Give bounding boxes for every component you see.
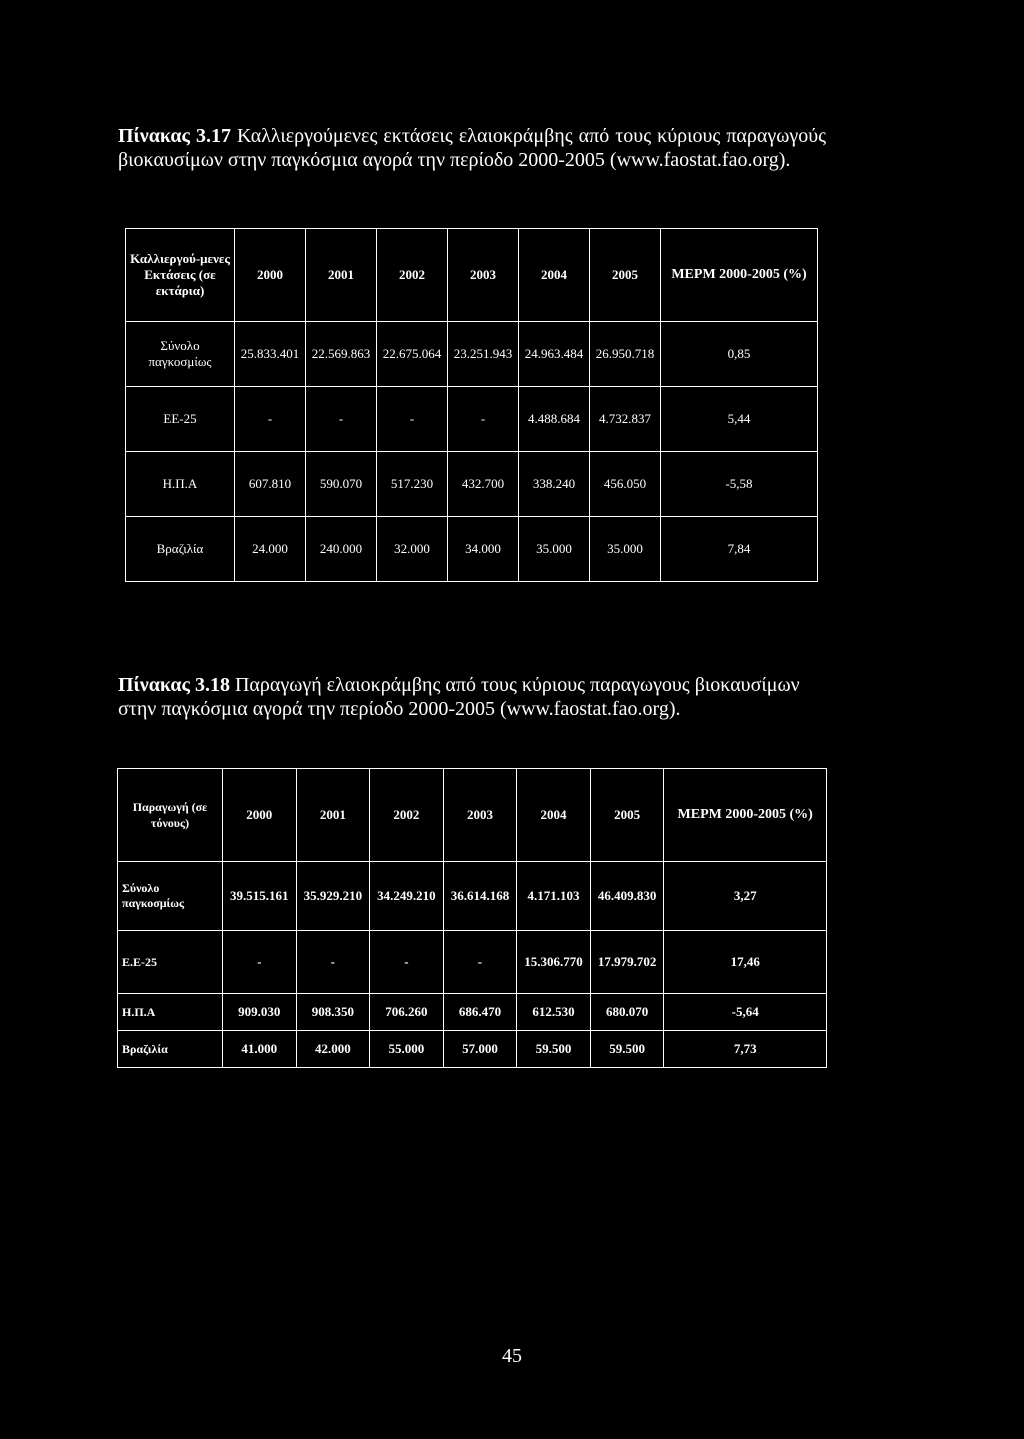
- table-cell: 338.240: [519, 452, 590, 517]
- row-label: Σύνολο παγκοσμίως: [118, 862, 223, 931]
- table-cell: 22.675.064: [377, 322, 448, 387]
- table-cell: 17,46: [664, 931, 827, 994]
- table-cell: 35.000: [590, 517, 661, 582]
- table-3-18: [117, 768, 827, 1068]
- table-cell: 706.260: [370, 994, 444, 1031]
- table-cell: -: [443, 931, 517, 994]
- table-cell: 34.000: [448, 517, 519, 582]
- table-row: [118, 862, 827, 931]
- table-row: [126, 452, 818, 517]
- header-cell: Καλλιεργού-μενες Εκτάσεις (σε εκτάρια): [126, 229, 235, 322]
- table-cell: 24.963.484: [519, 322, 590, 387]
- table-3-17-caption: [118, 124, 826, 172]
- page-number: 45: [502, 1345, 522, 1367]
- table-cell: 35.929.210: [296, 862, 370, 931]
- table-cell: 4.171.103: [517, 862, 591, 931]
- table-cell: 590.070: [306, 452, 377, 517]
- table-3-18-label: Πίνακας 3.18: [118, 674, 230, 696]
- row-label: Σύνολο παγκοσμίως: [126, 322, 235, 387]
- table-header-row: [126, 229, 818, 322]
- row-label: Η.Π.Α: [126, 452, 235, 517]
- row-label: Ε.Ε-25: [118, 931, 223, 994]
- header-cell: 2004: [517, 769, 591, 862]
- table-cell: -: [370, 931, 444, 994]
- table-cell: 41.000: [223, 1031, 297, 1068]
- table-cell: 517.230: [377, 452, 448, 517]
- row-label: Βραζιλία: [126, 517, 235, 582]
- table-cell: 34.249.210: [370, 862, 444, 931]
- header-cell: ΜΕΡΜ 2000-2005 (%): [664, 769, 827, 862]
- table-cell: -: [223, 931, 297, 994]
- table-cell: 55.000: [370, 1031, 444, 1068]
- header-cell: 2002: [377, 229, 448, 322]
- table-cell: 0,85: [661, 322, 818, 387]
- table-cell: 680.070: [590, 994, 664, 1031]
- table-cell: 432.700: [448, 452, 519, 517]
- table-cell: 24.000: [235, 517, 306, 582]
- table-cell: 22.569.863: [306, 322, 377, 387]
- table-cell: 7,84: [661, 517, 818, 582]
- table-cell: 57.000: [443, 1031, 517, 1068]
- table-cell: 15.306.770: [517, 931, 591, 994]
- table-cell: 240.000: [306, 517, 377, 582]
- table-cell: 4.488.684: [519, 387, 590, 452]
- table-cell: 32.000: [377, 517, 448, 582]
- table-cell: 908.350: [296, 994, 370, 1031]
- table-cell: 42.000: [296, 1031, 370, 1068]
- table-3-18-caption-text: Παραγωγή ελαιοκράμβης από τους κύριους παραγωγους βιοκαυσίμων στην παγκόσμια αγορά την περίοδο 2000-2005 (www.faostat.fao.org).: [118, 674, 800, 720]
- table-cell: 7,73: [664, 1031, 827, 1068]
- header-cell: 2000: [235, 229, 306, 322]
- table-cell: -: [235, 387, 306, 452]
- header-cell: 2005: [590, 769, 664, 862]
- table-cell: -5,64: [664, 994, 827, 1031]
- table-cell: 36.614.168: [443, 862, 517, 931]
- table-cell: -: [306, 387, 377, 452]
- header-cell: 2001: [296, 769, 370, 862]
- header-cell: 2003: [448, 229, 519, 322]
- header-cell: 2005: [590, 229, 661, 322]
- table-cell: -: [448, 387, 519, 452]
- table-3-17-caption-text: Καλλιεργούμενες εκτάσεις ελαιοκράμβης από τους κύριους παραγωγούς βιοκαυσίμων στην παγκόσμια αγορά την περίοδο 2000-2005 (www.faostat.fao.org).: [118, 125, 827, 171]
- table-cell: 686.470: [443, 994, 517, 1031]
- table-cell: 39.515.161: [223, 862, 297, 931]
- header-cell: 2000: [223, 769, 297, 862]
- table-3-17: [125, 228, 818, 582]
- table-row: [126, 387, 818, 452]
- table-3-17-label: Πίνακας 3.17: [118, 125, 232, 147]
- table-cell: 46.409.830: [590, 862, 664, 931]
- header-cell: 2002: [370, 769, 444, 862]
- table-row: [118, 931, 827, 994]
- table-cell: -: [296, 931, 370, 994]
- table-cell: 59.500: [590, 1031, 664, 1068]
- table-header-row: [118, 769, 827, 862]
- header-cell: ΜΕΡΜ 2000-2005 (%): [661, 229, 818, 322]
- table-cell: 23.251.943: [448, 322, 519, 387]
- header-cell: 2001: [306, 229, 377, 322]
- table-cell: -5,58: [661, 452, 818, 517]
- table-cell: 612.530: [517, 994, 591, 1031]
- row-label: ΕΕ-25: [126, 387, 235, 452]
- row-label: Βραζιλία: [118, 1031, 223, 1068]
- table-cell: 456.050: [590, 452, 661, 517]
- table-cell: 25.833.401: [235, 322, 306, 387]
- table-cell: 3,27: [664, 862, 827, 931]
- header-cell: 2004: [519, 229, 590, 322]
- header-cell: Παραγωγή (σε τόνους): [118, 769, 223, 862]
- table-cell: 59.500: [517, 1031, 591, 1068]
- table-cell: -: [377, 387, 448, 452]
- table-row: [118, 1031, 827, 1068]
- table-row: [126, 517, 818, 582]
- table-cell: 607.810: [235, 452, 306, 517]
- header-cell: 2003: [443, 769, 517, 862]
- table-row: [126, 322, 818, 387]
- table-cell: 17.979.702: [590, 931, 664, 994]
- table-cell: 5,44: [661, 387, 818, 452]
- table-cell: 26.950.718: [590, 322, 661, 387]
- table-3-18-caption: [118, 673, 826, 721]
- table-cell: 909.030: [223, 994, 297, 1031]
- row-label: Η.Π.Α: [118, 994, 223, 1031]
- table-cell: 35.000: [519, 517, 590, 582]
- table-row: [118, 994, 827, 1031]
- table-cell: 4.732.837: [590, 387, 661, 452]
